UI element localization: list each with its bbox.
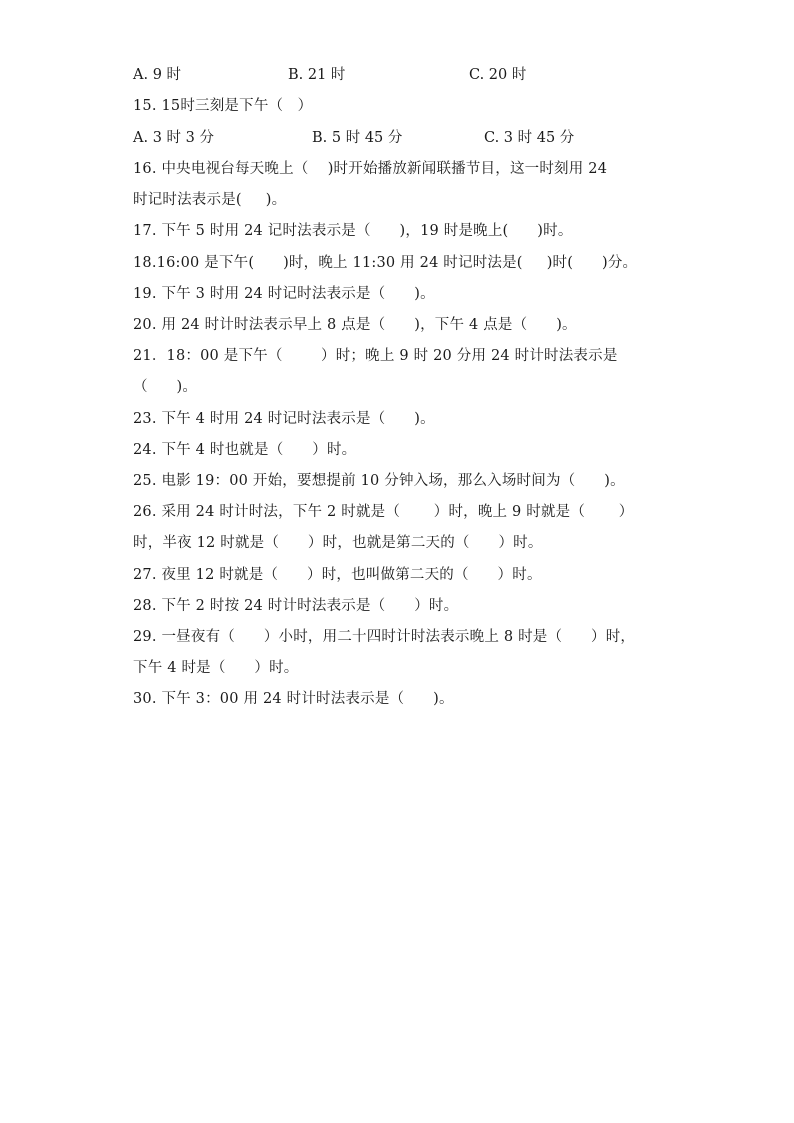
q15-option-a: A. 3 时 3 分	[133, 130, 214, 146]
q14-option-c: C. 20 时	[469, 67, 527, 83]
question-18: 18.16:00 是下午( )时，晚上 11:30 用 24 时记时法是( )时( )分。	[133, 255, 638, 271]
question-23: 23. 下午 4 时用 24 时记时法表示是（ )。	[133, 411, 435, 427]
question-21: 21．18：00 是下午（ ）时；晚上 9 时 20 分用 24 时计时法表示是	[133, 348, 618, 364]
question-16: 16. 中央电视台每天晚上（ )时开始播放新闻联播节目，这一时刻用 24	[133, 161, 608, 177]
question-28: 28. 下午 2 时按 24 时计时法表示是（ ）时。	[133, 598, 459, 614]
q14-option-b: B. 21 时	[288, 67, 346, 83]
question-17: 17. 下午 5 时用 24 记时法表示是（ )，19 时是晚上( )时。	[133, 223, 573, 239]
question-21-cont: （ )。	[133, 379, 198, 395]
question-29-cont: 下午 4 时是（ ）时。	[133, 660, 299, 676]
question-25: 25. 电影 19：00 开始，要想提前 10 分钟入场，那么入场时间为（ )。	[133, 473, 625, 489]
question-27: 27. 夜里 12 时就是（ ）时，也叫做第二天的（ ）时。	[133, 567, 542, 583]
question-20: 20. 用 24 时计时法表示早上 8 点是（ )，下午 4 点是（ )。	[133, 317, 577, 333]
question-30: 30. 下午 3：00 用 24 时计时法表示是（ )。	[133, 691, 454, 707]
q14-option-a: A. 9 时	[133, 67, 182, 83]
question-24: 24. 下午 4 时也就是（ ）时。	[133, 442, 357, 458]
question-16-cont: 时记时法表示是( )。	[133, 192, 287, 208]
question-19: 19. 下午 3 时用 24 时记时法表示是（ )。	[133, 286, 435, 302]
question-26-cont: 时，半夜 12 时就是（ ）时，也就是第二天的（ ）时。	[133, 535, 543, 551]
question-26: 26. 采用 24 时计时法，下午 2 时就是（ ）时，晚上 9 时就是（ ）	[133, 504, 634, 520]
q15-option-b: B. 5 时 45 分	[312, 130, 403, 146]
question-15: 15. 15时三刻是下午（ ）	[133, 98, 313, 114]
q15-option-c: C. 3 时 45 分	[484, 130, 575, 146]
question-29: 29. 一昼夜有（ ）小时，用二十四时计时法表示晚上 8 时是（ ）时，	[133, 629, 636, 645]
